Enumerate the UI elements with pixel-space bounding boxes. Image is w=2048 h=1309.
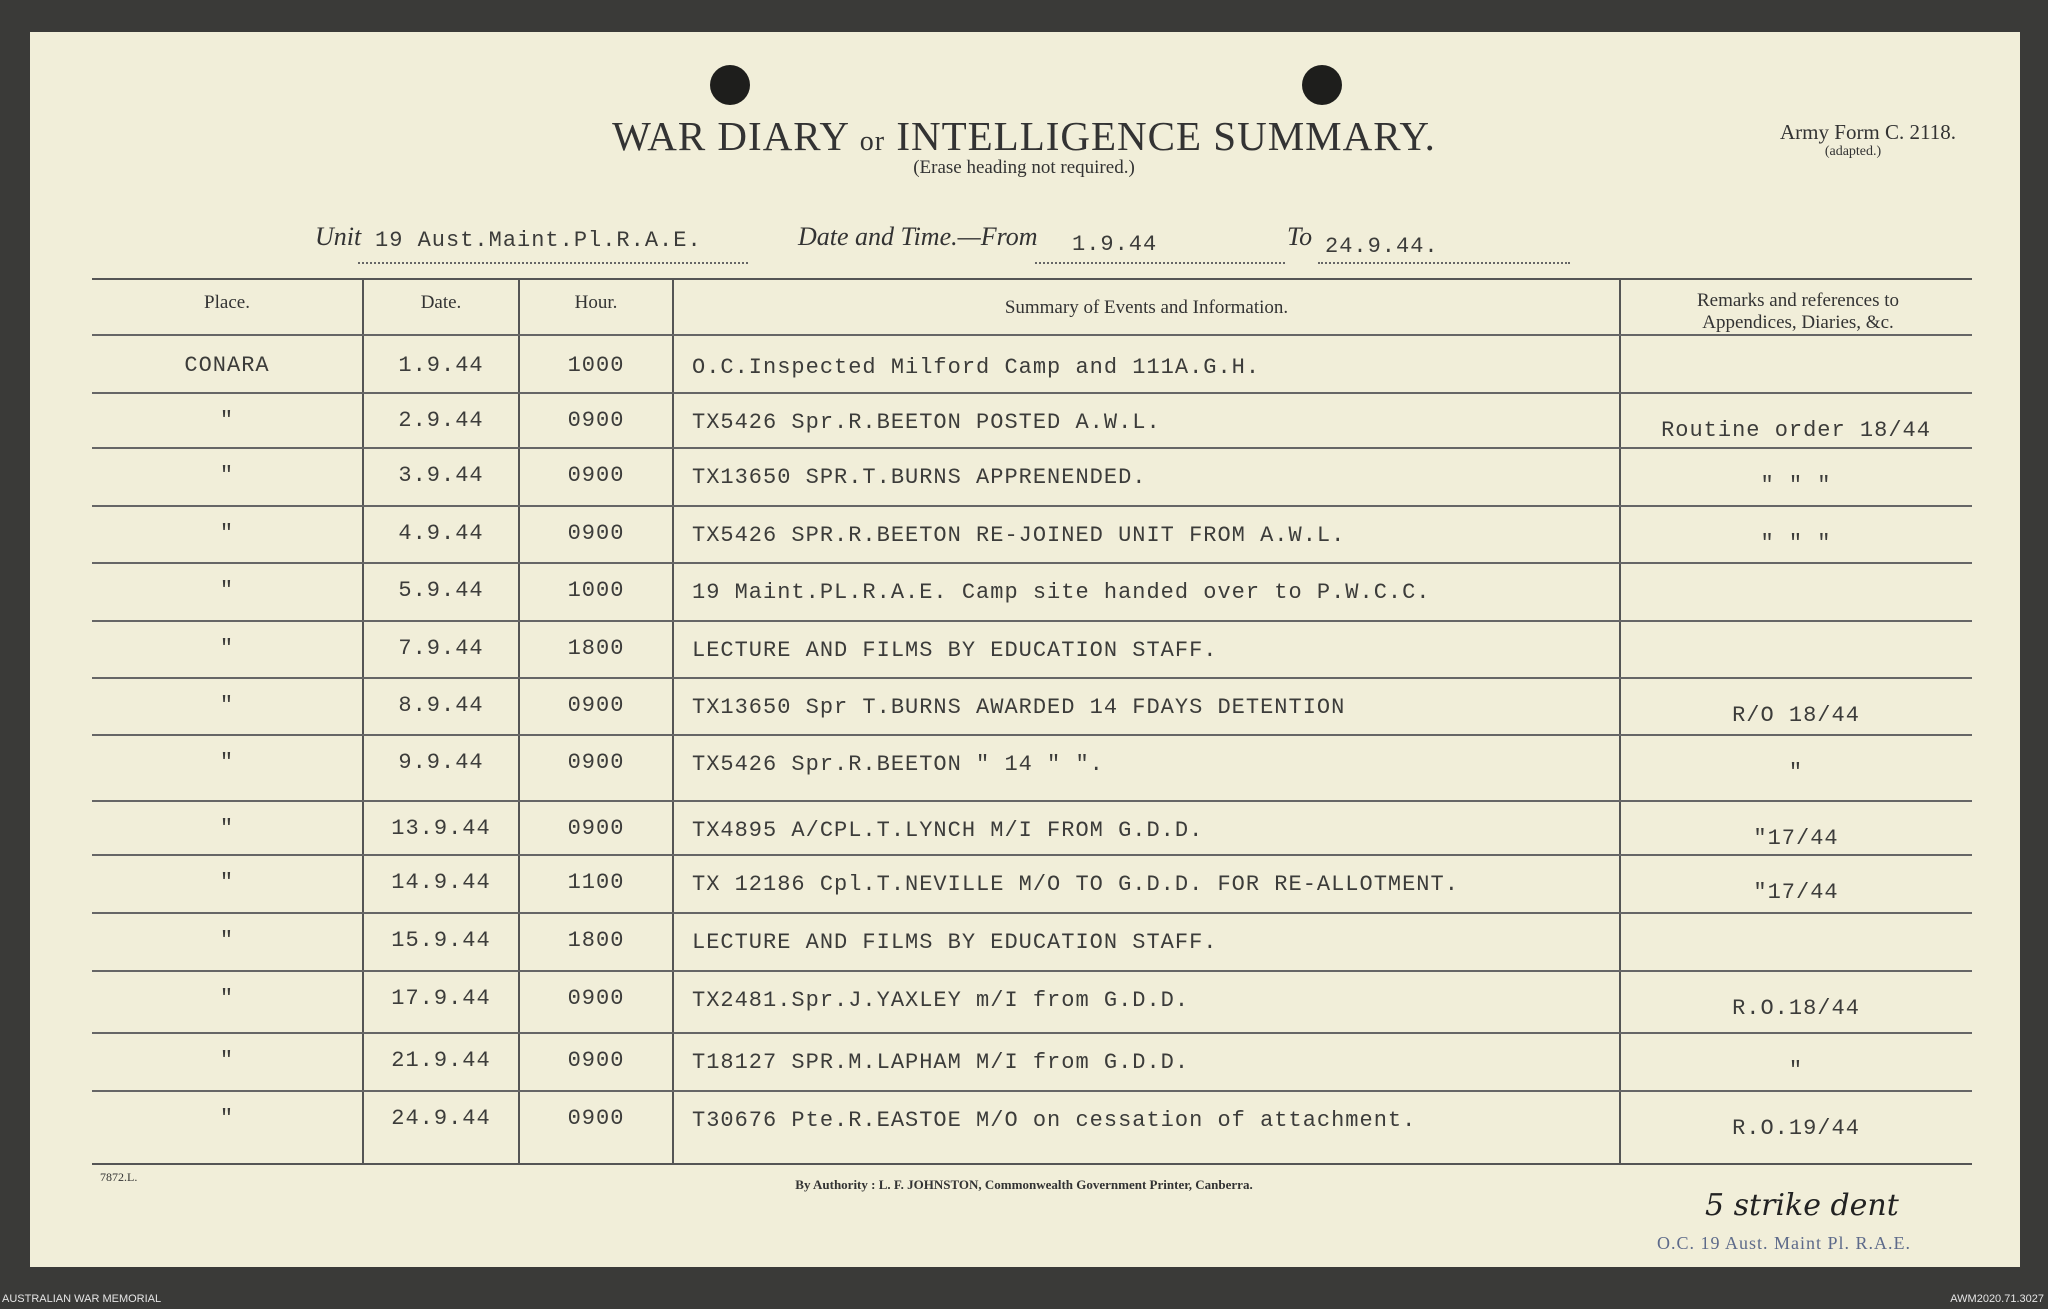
row-rule: [92, 1032, 1972, 1034]
cell-remarks: "17/44: [1753, 826, 1839, 851]
form-note: (adapted.): [1824, 144, 1882, 159]
cell-remarks: " " ": [1760, 531, 1832, 556]
credit-left: AUSTRALIAN WAR MEMORIAL: [2, 1293, 162, 1305]
cell-summary: TX2481.Spr.J.YAXLEY m/I from G.D.D.: [692, 988, 1190, 1013]
cell-remarks: ": [1788, 1058, 1804, 1083]
cell-date: 17.9.44: [391, 986, 491, 1011]
cell-summary: TX4895 A/CPL.T.LYNCH M/I FROM G.D.D.: [692, 818, 1204, 843]
cell-hour: 0900: [567, 463, 625, 488]
row-rule: [92, 734, 1972, 736]
header-place: Place.: [204, 292, 250, 313]
cell-date: 5.9.44: [398, 578, 484, 603]
cell-summary: 19 Maint.PL.R.A.E. Camp site handed over to P.W.C.C.: [692, 580, 1431, 605]
credit-right: AWM2020.71.3027: [1950, 1293, 2044, 1305]
authority-line: By Authority : L. F. JOHNSTON, Commonwealth Government Printer, Canberra.: [795, 1177, 1253, 1192]
cell-hour: 1100: [567, 870, 625, 895]
cell-remarks: " " ": [1760, 473, 1832, 498]
cell-place: CONARA: [184, 353, 270, 378]
cell-hour: 1800: [567, 928, 625, 953]
header-date: Date.: [420, 292, 462, 313]
row-rule: [92, 912, 1972, 914]
row-rule: [92, 800, 1972, 802]
cell-summary: TX13650 SPR.T.BURNS APPRENENDED.: [692, 465, 1147, 490]
row-rule: [92, 1090, 1972, 1092]
cell-remarks: "17/44: [1753, 880, 1839, 905]
cell-date: 21.9.44: [391, 1048, 491, 1073]
punch-hole: [1302, 65, 1342, 105]
cell-summary: T30676 Pte.R.EASTOE M/O on cessation of attachment.: [692, 1108, 1417, 1133]
cell-hour: 1000: [567, 578, 625, 603]
form-number: Army Form C. 2118. (adapted.): [1780, 120, 1956, 159]
cell-remarks: R/O 18/44: [1732, 703, 1860, 728]
cell-hour: 0900: [567, 986, 625, 1011]
cell-summary: O.C.Inspected Milford Camp and 111A.G.H.: [692, 355, 1261, 380]
cell-remarks: R.O.18/44: [1732, 996, 1860, 1021]
cell-summary: TX13650 Spr T.BURNS AWARDED 14 FDAYS DETENTION: [692, 695, 1346, 720]
cell-place: ": [219, 636, 235, 661]
date-from: 1.9.44: [1072, 232, 1158, 257]
form-code: 7872.L.: [100, 1170, 138, 1184]
cell-place: ": [219, 521, 235, 546]
cell-summary: LECTURE AND FILMS BY EDUCATION STAFF.: [692, 930, 1218, 955]
table-top-rule: [92, 278, 1972, 280]
header-hour: Hour.: [574, 292, 618, 313]
cell-place: ": [219, 1106, 235, 1131]
cell-place: ": [219, 693, 235, 718]
cell-date: 13.9.44: [391, 816, 491, 841]
cell-place: ": [219, 578, 235, 603]
header-summary: Summary of Events and Information.: [1004, 297, 1289, 318]
form-subtitle: (Erase heading not required.): [913, 157, 1135, 178]
row-rule: [92, 677, 1972, 679]
cell-summary: LECTURE AND FILMS BY EDUCATION STAFF.: [692, 638, 1218, 663]
cell-place: ": [219, 408, 235, 433]
cell-hour: 0900: [567, 693, 625, 718]
row-rule: [92, 620, 1972, 622]
unit-value: 19 Aust.Maint.Pl.R.A.E.: [375, 228, 702, 253]
punch-hole: [710, 65, 750, 105]
header-rule: [92, 334, 1972, 336]
cell-remarks: ": [1788, 760, 1804, 785]
unit-stamp: O.C. 19 Aust. Maint Pl. R.A.E.: [1657, 1233, 1912, 1253]
cell-remarks: R.O.19/44: [1732, 1116, 1860, 1141]
cell-place: ": [219, 750, 235, 775]
cell-summary: TX 12186 Cpl.T.NEVILLE M/O TO G.D.D. FOR RE-ALLOTMENT.: [692, 872, 1459, 897]
cell-hour: 1800: [567, 636, 625, 661]
form-title: WAR DIARY or INTELLIGENCE SUMMARY.: [612, 113, 1436, 159]
date-label: Date and Time.—From: [798, 222, 1038, 251]
cell-date: 9.9.44: [398, 750, 484, 775]
cell-hour: 0900: [567, 408, 625, 433]
to-label: To: [1287, 222, 1313, 251]
row-rule: [92, 392, 1972, 394]
cell-place: ": [219, 870, 235, 895]
cell-hour: 0900: [567, 1048, 625, 1073]
unit-underline: [358, 262, 748, 264]
cell-date: 14.9.44: [391, 870, 491, 895]
header-remarks: Remarks and references to Appendices, Diaries, &c.: [1696, 290, 1900, 333]
cell-hour: 1000: [567, 353, 625, 378]
cell-date: 15.9.44: [391, 928, 491, 953]
cell-date: 24.9.44: [391, 1106, 491, 1131]
row-rule: [92, 854, 1972, 856]
cell-date: 7.9.44: [398, 636, 484, 661]
row-rule: [92, 970, 1972, 972]
cell-place: ": [219, 816, 235, 841]
date-from-underline: [1035, 262, 1285, 264]
row-rule: [92, 505, 1972, 507]
table-bottom-rule: [92, 1163, 1972, 1165]
cell-date: 1.9.44: [398, 353, 484, 378]
cell-place: ": [219, 986, 235, 1011]
cell-remarks: Routine order 18/44: [1661, 418, 1931, 443]
cell-summary: T18127 SPR.M.LAPHAM M/I from G.D.D.: [692, 1050, 1190, 1075]
cell-hour: 0900: [567, 1106, 625, 1131]
cell-summary: TX5426 SPR.R.BEETON RE-JOINED UNIT FROM A.W.L.: [692, 523, 1346, 548]
cell-hour: 0900: [567, 750, 625, 775]
row-rule: [92, 447, 1972, 449]
cell-date: 8.9.44: [398, 693, 484, 718]
unit-label: Unit: [315, 222, 362, 251]
cell-summary: TX5426 Spr.R.BEETON POSTED A.W.L.: [692, 410, 1161, 435]
cell-date: 4.9.44: [398, 521, 484, 546]
row-rule: [92, 562, 1972, 564]
column-divider: [672, 278, 674, 1163]
cell-hour: 0900: [567, 521, 625, 546]
cell-date: 2.9.44: [398, 408, 484, 433]
cell-date: 3.9.44: [398, 463, 484, 488]
cell-summary: TX5426 Spr.R.BEETON " 14 " ".: [692, 752, 1104, 777]
date-to: 24.9.44.: [1325, 234, 1439, 259]
signature: 5 strike dent: [1705, 1188, 1899, 1223]
cell-hour: 0900: [567, 816, 625, 841]
date-to-underline: [1318, 262, 1570, 264]
cell-place: ": [219, 928, 235, 953]
cell-place: ": [219, 1048, 235, 1073]
cell-place: ": [219, 463, 235, 488]
